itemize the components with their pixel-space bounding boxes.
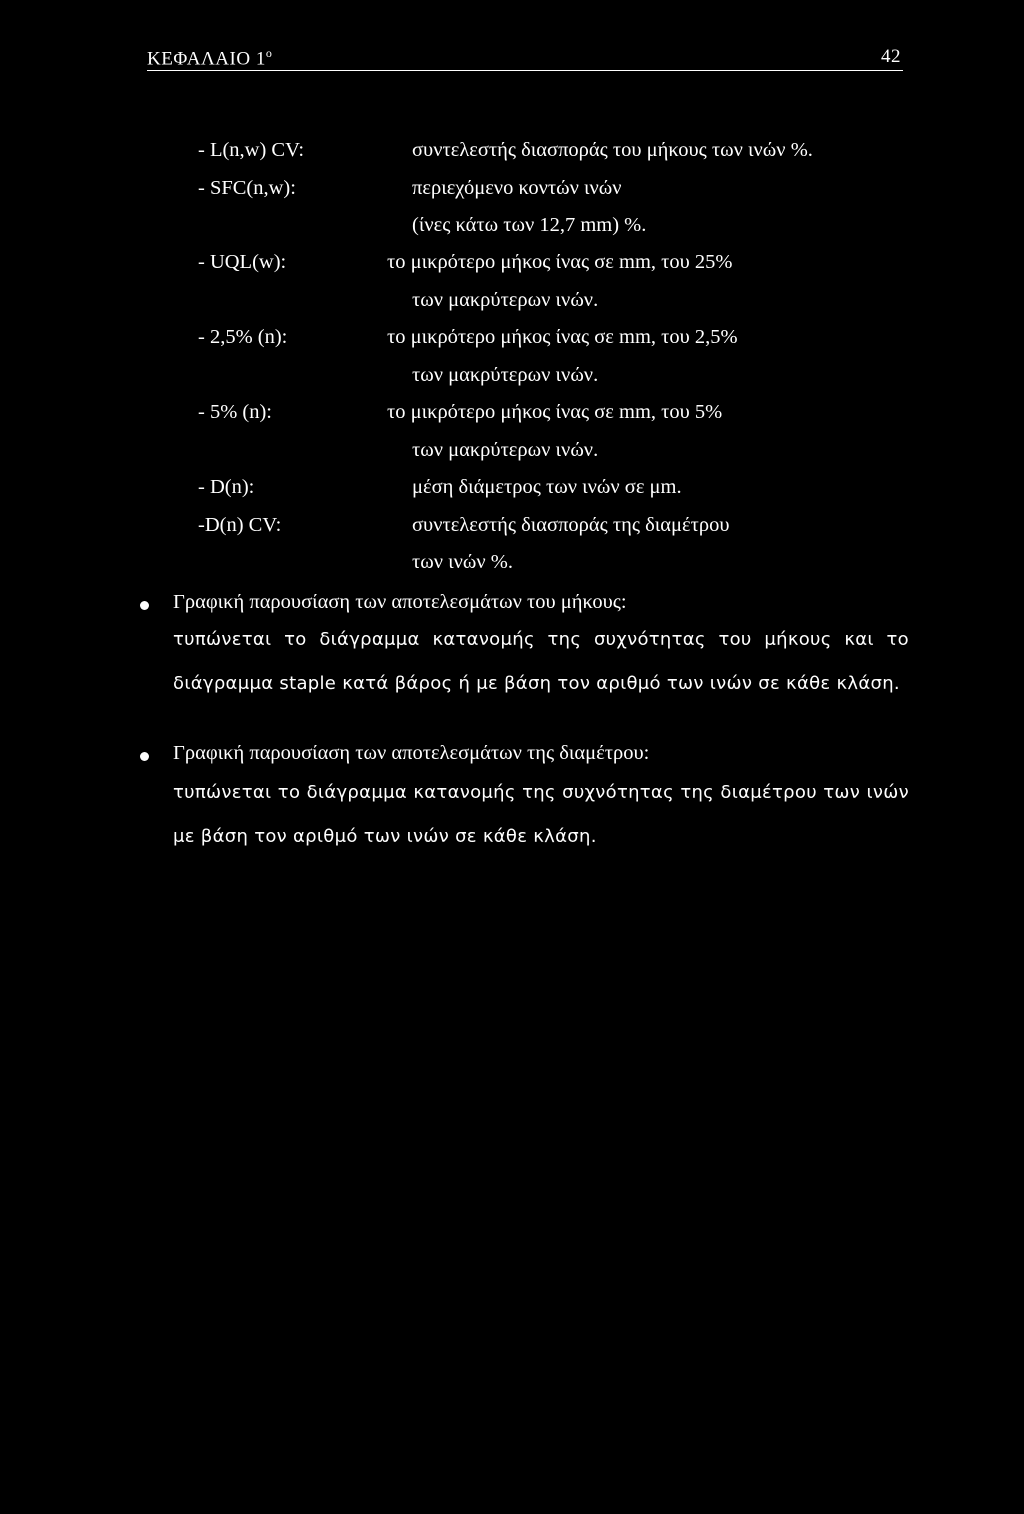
definition-term: - UQL(w): bbox=[198, 251, 287, 273]
bullet-icon bbox=[140, 752, 149, 761]
chapter-title: ΚΕΦΑΛΑΙΟ $1^o$ bbox=[147, 46, 273, 70]
definition-description: των ινών %. bbox=[412, 551, 513, 573]
definition-description: το μικρότερο μήκος ίνας σε mm, του 25% bbox=[387, 251, 733, 273]
definition-description: των μακρύτερων ινών. bbox=[412, 364, 599, 386]
definition-term: - 2,5% (n): bbox=[198, 326, 288, 348]
definition-term: - D(n): bbox=[198, 476, 255, 498]
bullet-icon bbox=[140, 601, 149, 610]
definition-description: το μικρότερο μήκος ίνας σε mm, του 5% bbox=[387, 401, 723, 423]
definition-description: των μακρύτερων ινών. bbox=[412, 289, 599, 311]
definition-description: των μακρύτερων ινών. bbox=[412, 439, 599, 461]
definition-term: - SFC(n,w): bbox=[198, 177, 296, 199]
definition-description: συντελεστής διασποράς του μήκους των ινών %. bbox=[412, 139, 813, 161]
definition-term: - L(n,w) CV: bbox=[198, 139, 305, 161]
definition-description: περιεχόμενο κοντών ινών bbox=[412, 177, 622, 199]
definition-description: μέση διάμετρος των ινών σε μm. bbox=[412, 476, 682, 498]
page-header bbox=[147, 46, 903, 71]
bullet-paragraph: τυπώνεται το διάγραμμα κατανομής της συχνότητας της διαμέτρου των ινών με βάση τον αριθμό των ινών σε κάθε κλάση. bbox=[173, 782, 909, 847]
definition-description: (ίνες κάτω των 12,7 mm) %. bbox=[412, 214, 647, 236]
definition-description: το μικρότερο μήκος ίνας σε mm, του 2,5% bbox=[387, 326, 738, 348]
definition-term: -D(n) CV: bbox=[198, 514, 282, 536]
bullet-paragraph: τυπώνεται το διάγραμμα κατανομής της συχνότητας του μήκους και το διάγραμμα staple κατά βάρος ή με βάση τον αριθμό των ινών σε κάθε κλάση. bbox=[173, 629, 909, 694]
page-number: 42 bbox=[881, 46, 901, 67]
definition-description: συντελεστής διασποράς της διαμέτρου bbox=[412, 514, 730, 536]
definition-term: - 5% (n): bbox=[198, 401, 273, 423]
bullet-title: Γραφική παρουσίαση των αποτελεσμάτων του μήκους: bbox=[173, 591, 627, 613]
bullet-title: Γραφική παρουσίαση των αποτελεσμάτων της διαμέτρου: bbox=[173, 742, 650, 764]
